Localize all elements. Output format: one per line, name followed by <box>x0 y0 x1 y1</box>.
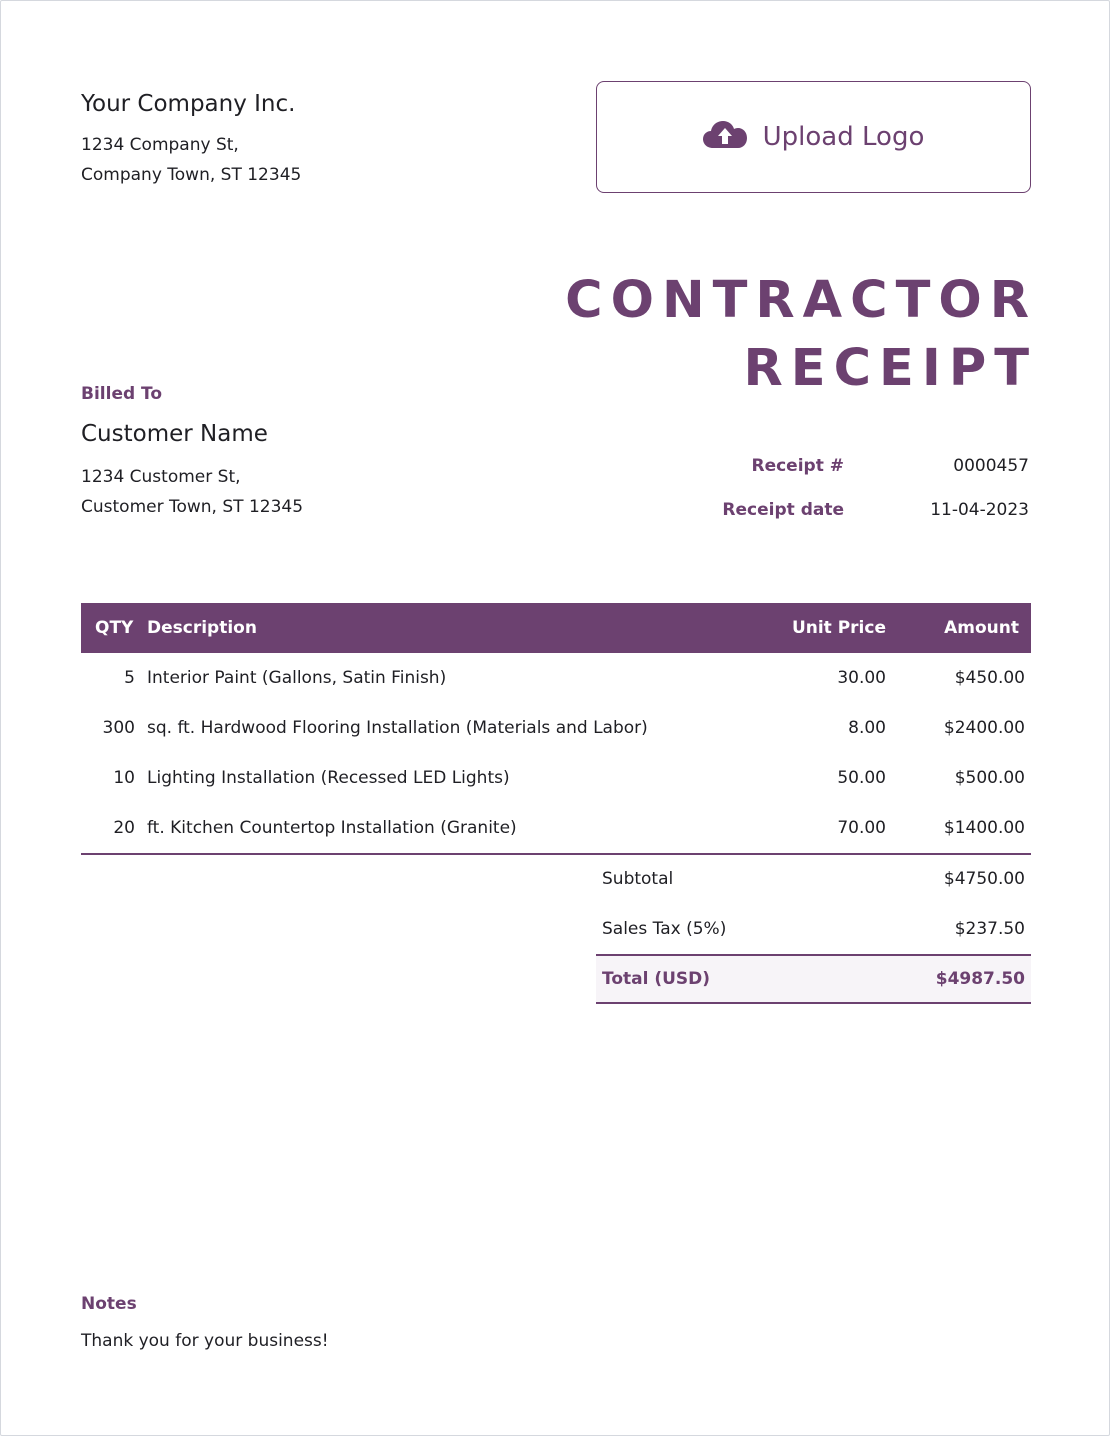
row-qty[interactable]: 300 <box>102 718 135 738</box>
table-header <box>81 603 1031 653</box>
upload-logo-button[interactable] <box>596 81 1031 193</box>
row-amount: $1400.00 <box>943 818 1025 838</box>
cloud-upload-icon <box>703 119 747 156</box>
table-row[interactable] <box>81 653 1031 703</box>
row-unit-price[interactable]: 8.00 <box>848 718 886 738</box>
table-row[interactable] <box>81 753 1031 803</box>
header-unit-price: Unit Price <box>791 618 886 638</box>
row-unit-price[interactable]: 70.00 <box>837 818 886 838</box>
row-qty[interactable]: 20 <box>113 818 135 838</box>
company-address-line2[interactable]: Company Town, ST 12345 <box>81 165 302 185</box>
receipt-number[interactable]: 0000457 <box>953 456 1029 476</box>
total-label: Total (USD) <box>602 969 711 989</box>
title-line2: RECEIPT <box>743 339 1037 398</box>
subtotal-label: Subtotal <box>602 869 674 889</box>
totals-section <box>596 854 1031 1004</box>
line-items-table <box>81 603 1031 855</box>
tax-label[interactable]: Sales Tax (5%) <box>602 919 727 939</box>
receipt-number-label: Receipt # <box>751 456 844 476</box>
subtotal-row <box>596 854 1031 904</box>
tax-value: $237.50 <box>954 919 1025 939</box>
customer-name[interactable]: Customer Name <box>81 421 268 447</box>
notes-text[interactable]: Thank you for your business! <box>81 1331 329 1351</box>
total-row <box>596 954 1031 1004</box>
company-name[interactable]: Your Company Inc. <box>81 91 296 117</box>
header-description: Description <box>147 618 257 638</box>
header-amount: Amount <box>944 618 1019 638</box>
document-title <box>565 267 1037 403</box>
header-qty: QTY <box>95 618 134 638</box>
receipt-date[interactable]: 11-04-2023 <box>930 500 1029 520</box>
row-amount: $450.00 <box>954 668 1025 688</box>
row-amount: $500.00 <box>954 768 1025 788</box>
row-unit-price[interactable]: 30.00 <box>837 668 886 688</box>
row-qty[interactable]: 10 <box>113 768 135 788</box>
row-description[interactable]: Lighting Installation (Recessed LED Lights) <box>147 768 510 788</box>
row-amount: $2400.00 <box>943 718 1025 738</box>
billed-to-label: Billed To <box>81 384 163 404</box>
upload-logo-label: Upload Logo <box>762 122 925 152</box>
row-description[interactable]: sq. ft. Hardwood Flooring Installation (Materials and Labor) <box>147 718 648 738</box>
row-unit-price[interactable]: 50.00 <box>837 768 886 788</box>
company-address-line1[interactable]: 1234 Company St, <box>81 135 239 155</box>
row-description[interactable]: ft. Kitchen Countertop Installation (Granite) <box>147 818 517 838</box>
table-body <box>81 653 1031 855</box>
tax-row <box>596 904 1031 954</box>
total-value: $4987.50 <box>935 969 1025 989</box>
subtotal-value: $4750.00 <box>943 869 1025 889</box>
receipt-date-label: Receipt date <box>722 500 844 520</box>
row-qty[interactable]: 5 <box>124 668 135 688</box>
customer-address-line2[interactable]: Customer Town, ST 12345 <box>81 497 304 517</box>
row-description[interactable]: Interior Paint (Gallons, Satin Finish) <box>147 668 447 688</box>
table-row[interactable] <box>81 703 1031 753</box>
notes-label: Notes <box>81 1294 137 1314</box>
table-row[interactable] <box>81 803 1031 853</box>
customer-address-line1[interactable]: 1234 Customer St, <box>81 467 241 487</box>
title-line1: CONTRACTOR <box>565 271 1037 330</box>
